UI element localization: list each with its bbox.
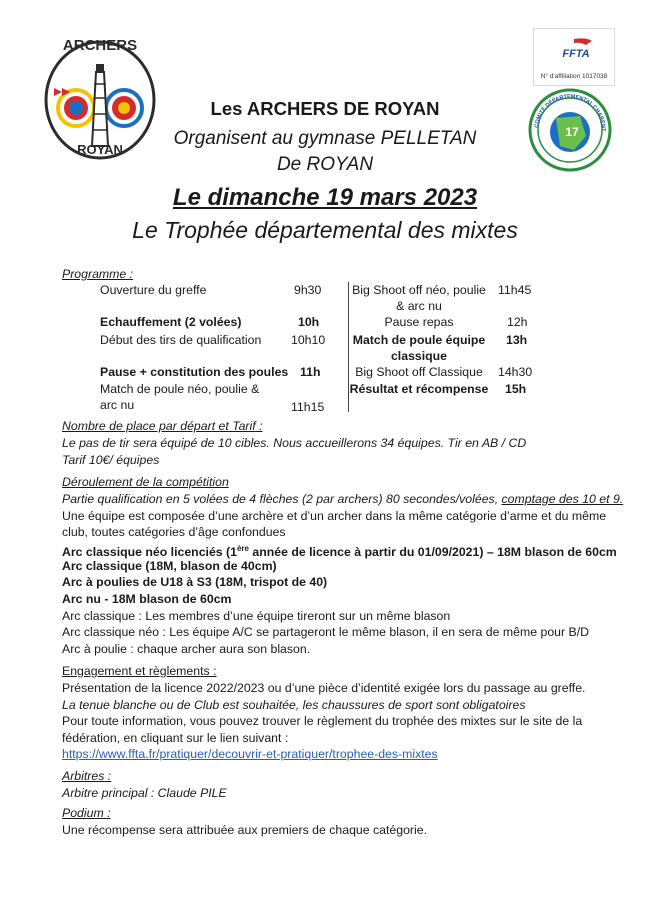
places-text: Le pas de tir sera équipé de 10 cibles. Nous accueillerons 34 équipes. Tir en AB / CD (62, 436, 527, 450)
programme-left-time: 10h (298, 315, 320, 329)
programme-right-time: 15h (505, 382, 527, 396)
programme-left-time: 11h15 (291, 400, 325, 414)
programme-right-time: 14h30 (498, 365, 533, 379)
engagement-info: Pour toute information, vous pouvez trouver le règlement du trophée des mixtes sur le site de la (62, 714, 583, 728)
subtitle-city: De ROYAN (276, 154, 374, 175)
engagement-info-cont: fédération, en cliquant sur le lien suivant : (62, 731, 289, 745)
comite-logo-number: 17 (565, 125, 579, 139)
category-neo-rest: année de licence à partir du 01/09/2021) – 18M blason de 60cm (249, 545, 617, 560)
places-heading: Nombre de place par départ et Tarif : (62, 419, 263, 433)
engagement-licence: Présentation de la licence 2022/2023 ou d’une pièce d’identité exigée lors du passage au greffe. (62, 681, 586, 695)
programme-left-time: 9h30 (294, 283, 322, 297)
rule-poulie: Arc à poulie : chaque archer aura son blason. (62, 642, 311, 656)
ffta-logo-text: FFTA (562, 48, 590, 60)
reglement-link[interactable]: https://www.ffta.fr/pratiquer/decouvrir-et-pratiquer/trophee-des-mixtes (62, 747, 438, 761)
podium-text: Une récompense sera attribuée aux premiers de chaque catégorie. (62, 823, 428, 837)
programme-left-label-cont: arc nu (100, 398, 135, 412)
category-arc-nu: Arc nu - 18M blason de 60cm (62, 592, 232, 606)
programme-right-label: Big Shoot off néo, poulie (352, 283, 486, 297)
rule-classique: Arc classique : Les membres d’une équipe tireront sur un même blason (62, 609, 451, 623)
programme-right-label: Match de poule équipe (352, 333, 486, 347)
page-title: Les ARCHERS DE ROYAN (210, 98, 440, 119)
tarif-text: Tarif 10€/ équipes (62, 453, 160, 467)
team-composition-text-cont: club, toutes catégories d’âge confondues (62, 525, 286, 539)
programme-table (62, 282, 562, 416)
deroulement-heading: Déroulement de la compétition (62, 475, 229, 489)
arbitres-heading: Arbitres : (62, 769, 112, 783)
programme-heading: Programme : (62, 267, 134, 281)
subtitle-venue: Organisent au gymnase PELLETAN (173, 128, 477, 149)
programme-left-label: Match de poule néo, poulie & (100, 382, 260, 396)
programme-right-label: Résultat et récompense (349, 382, 489, 396)
qualification-text-count: comptage des 10 et 9. (501, 492, 624, 506)
event-date: Le dimanche 19 mars 2023 (172, 184, 478, 211)
club-logo-top-text: ARCHERS (62, 37, 138, 54)
engagement-heading: Engagement et règlements : (62, 664, 217, 678)
podium-heading: Podium : (62, 806, 111, 820)
ffta-logo (533, 28, 615, 86)
comite-logo-text: COMITÉ DÉPARTEMENTAL CHARENT (534, 93, 607, 132)
category-neo-sup: ère (236, 544, 249, 553)
qualification-text-main: Partie qualification en 5 volées de 4 flèches (2 par archers) 80 secondes/volées, (62, 492, 502, 506)
programme-right-label-cont: & arc nu (396, 299, 442, 313)
programme-left-label: Pause + constitution des poules (100, 365, 289, 379)
programme-left-label: Début des tirs de qualification (100, 333, 262, 347)
team-composition-text: Une équipe est composée d’une archère et d’un archer dans la même catégorie d’arme et du même (62, 509, 607, 523)
category-poulies: Arc à poulies de U18 à S3 (18M, trispot de 40) (62, 575, 328, 589)
programme-right-label: Pause repas (384, 315, 454, 329)
category-classique: Arc classique (18M, blason de 40cm) (62, 559, 277, 573)
programme-left-time: 10h10 (291, 333, 326, 347)
rule-classique-neo: Arc classique néo : Les équipe A/C se partageront le même blason, il en sera de même pour B/D (62, 625, 590, 639)
programme-right-time: 12h (507, 315, 528, 329)
ffta-affiliation: N° d'affiliation 1017038 (540, 73, 608, 80)
programme-left-label: Echauffement (2 volées) (100, 315, 242, 329)
engagement-tenue: La tenue blanche ou de Club est souhaitée, les chaussures de sport sont obligatoires (62, 698, 526, 712)
category-neo-main: Arc classique néo licenciés (1 (62, 545, 237, 560)
programme-right-label: Big Shoot off Classique (355, 365, 483, 379)
programme-right-label-cont: classique (390, 349, 448, 363)
arbitre-principal: Arbitre principal : Claude PILE (62, 786, 227, 800)
programme-right-time: 13h (506, 333, 528, 347)
qualification-text (62, 491, 623, 507)
event-name: Le Trophée départemental des mixtes (132, 217, 518, 243)
club-logo-bottom-text: ROYAN (77, 142, 123, 157)
programme-left-time: 11h (300, 365, 321, 379)
programme-right-time: 11h45 (498, 283, 532, 297)
programme-left-label: Ouverture du greffe (100, 283, 207, 297)
